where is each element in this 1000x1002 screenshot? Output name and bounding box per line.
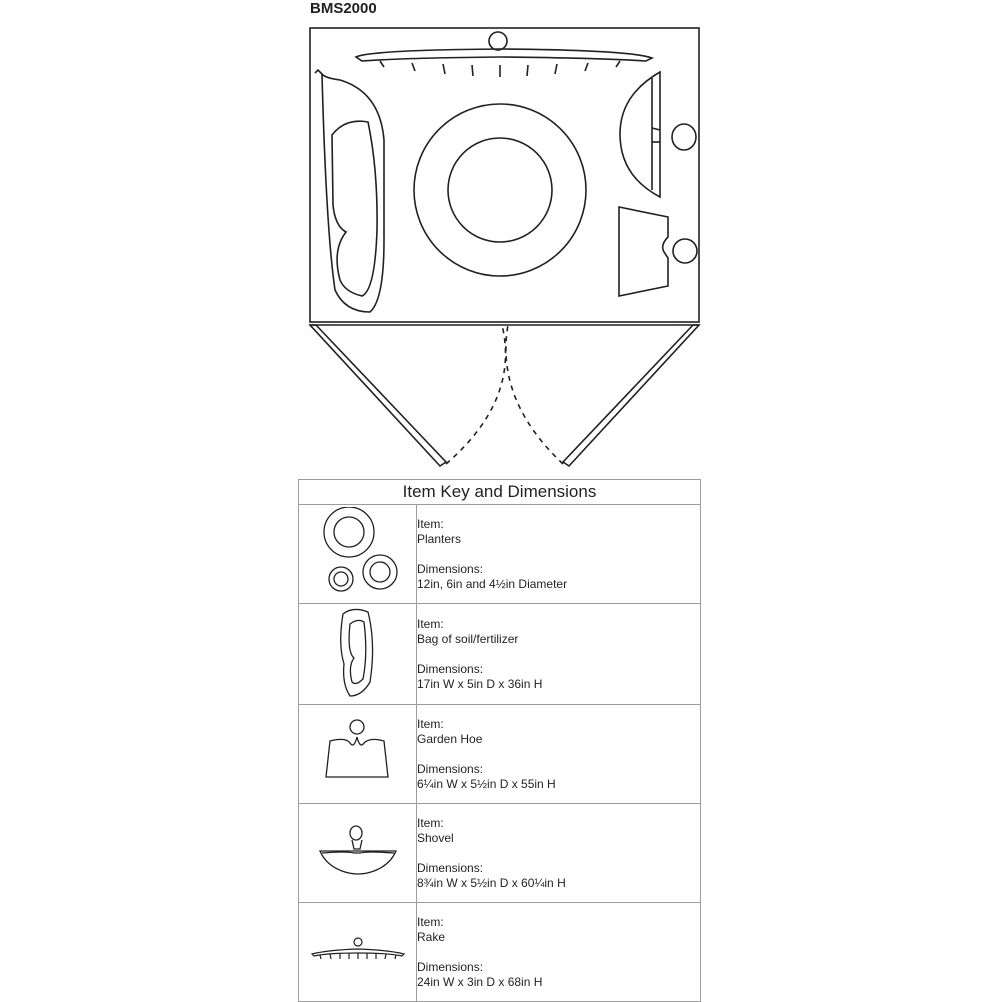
dimensions-label: Dimensions:: [417, 561, 484, 576]
item-dimensions: 6¼in W x 5½in D x 55in H: [417, 776, 556, 791]
soil-bag-in-shed: [315, 70, 384, 312]
item-label: Item:: [417, 914, 444, 929]
item-label: Item:: [417, 516, 444, 531]
planter-in-shed-inner: [448, 138, 552, 242]
dimensions-label: Dimensions:: [417, 959, 484, 974]
hoe-in-shed: [619, 207, 697, 296]
dimensions-label: Dimensions:: [417, 860, 484, 875]
table-row: [299, 804, 701, 903]
item-name: Bag of soil/fertilizer: [417, 631, 519, 646]
item-key-table: [298, 479, 701, 1002]
model-number: BMS2000: [310, 0, 377, 17]
item-name: Planters: [417, 531, 462, 546]
item-dimensions: 12in, 6in and 4½in Diameter: [417, 576, 568, 591]
rake-icon: [308, 930, 408, 970]
planters-icon: [313, 507, 403, 597]
shed-plan-diagram: [0, 0, 1000, 470]
garden-hoe-icon: [318, 717, 398, 787]
soil-bag-icon: [328, 604, 388, 699]
doors: [310, 325, 699, 466]
planter-in-shed-outer: [414, 104, 586, 276]
rake-in-shed: [356, 32, 652, 77]
item-label: Item:: [417, 716, 444, 731]
item-label: Item:: [417, 815, 444, 830]
key-title: Item Key and Dimensions: [299, 480, 701, 505]
table-row: [299, 505, 701, 604]
table-row: [299, 903, 701, 1002]
item-label: Item:: [417, 616, 444, 631]
item-name: Rake: [417, 929, 446, 944]
dimensions-label: Dimensions:: [417, 761, 484, 776]
item-dimensions: 8¾in W x 5½in D x 60¼in H: [417, 875, 566, 890]
item-name: Garden Hoe: [417, 731, 483, 746]
dimensions-label: Dimensions:: [417, 661, 484, 676]
item-dimensions: 24in W x 3in D x 68in H: [417, 974, 543, 989]
item-name: Shovel: [417, 830, 454, 845]
table-row: [299, 604, 701, 705]
shovel-in-shed: [620, 72, 696, 197]
shovel-icon: [316, 821, 400, 881]
item-dimensions: 17in W x 5in D x 36in H: [417, 676, 543, 691]
shed-outline: [310, 28, 699, 322]
table-row: [299, 705, 701, 804]
